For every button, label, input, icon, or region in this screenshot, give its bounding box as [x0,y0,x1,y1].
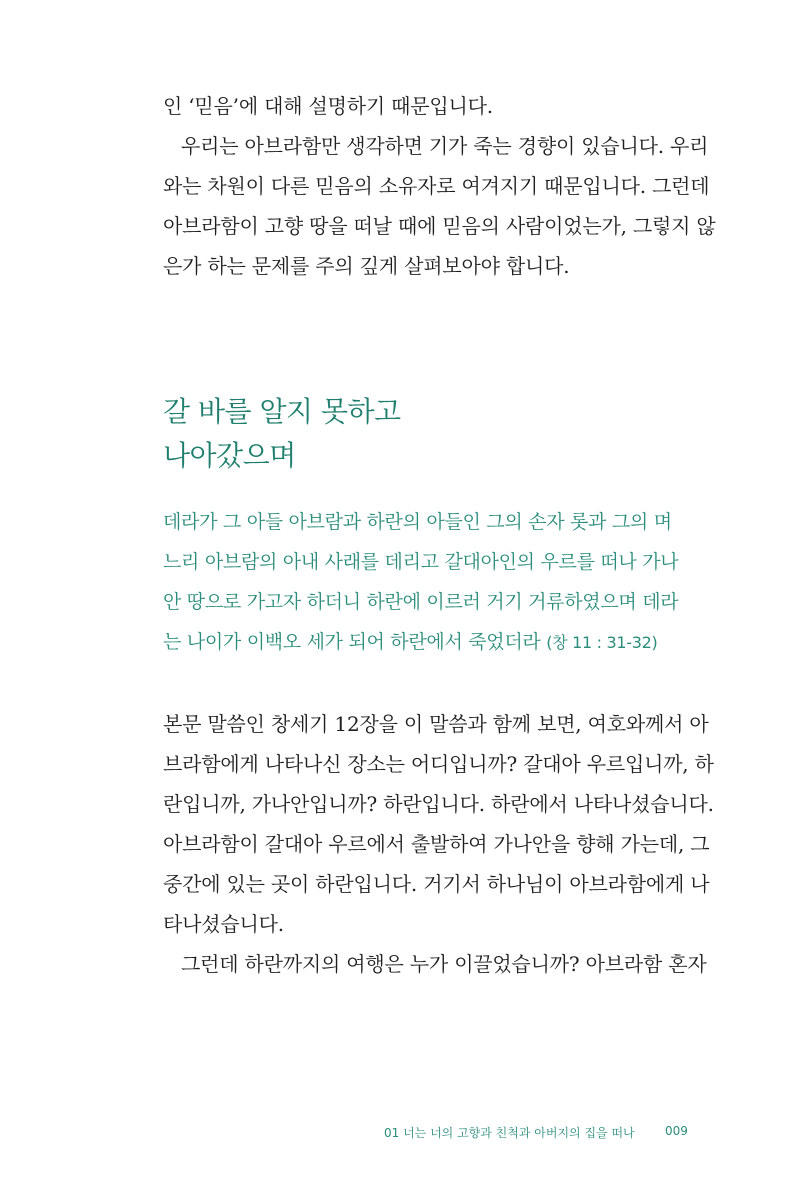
scripture-line: 데라가 그 아들 아브람과 하란의 아들인 그의 손자 롯과 그의 며 [163,511,672,533]
scripture-line [163,622,698,662]
scripture-reference: (창 11 : 31-32) [546,633,658,652]
bottom-text-block [163,704,714,984]
paragraph-line: 와는 차원이 다른 믿음의 소유자로 여겨지기 때문입니다. 그런데 [163,174,710,198]
scripture-line: 느리 아브람의 아내 사래를 데리고 갈대아인의 우르를 떠나 가나 [163,551,679,573]
paragraph-line: 란입니까, 가나안입니까? 하란입니다. 하란에서 나타나셨습니다. [163,792,714,816]
scripture-quote [163,502,698,662]
paragraph-line: 브라함에게 나타나신 장소는 어디입니까? 갈대아 우르입니까, 하 [163,752,714,776]
paragraph-line: 아브라함이 고향 땅을 떠날 때에 믿음의 사람이었는가, 그렇지 않 [163,214,716,238]
paragraph-line: 중간에 있는 곳이 하란입니다. 거기서 하나님이 아브라함에게 나 [163,872,710,896]
scripture-line: 안 땅으로 가고자 하더니 하란에 이르러 거기 거류하였으며 데라 [163,591,679,613]
paragraph-line: 아브라함이 갈대아 우르에서 출발하여 가나안을 향해 가는데, 그 [163,832,710,856]
paragraph-line: 타나셨습니다. [163,912,284,936]
scripture-line-text: 는 나이가 이백오 세가 되어 하란에서 죽었더라 [163,631,541,653]
paragraph-line: 본문 말씀인 창세기 12장을 이 말씀과 함께 보면, 여호와께서 아 [163,712,709,736]
section-heading [163,390,401,478]
section-heading-line: 나아갔으며 [163,439,296,472]
top-text-block [163,86,716,286]
paragraph-line: 그런데 하란까지의 여행은 누가 이끌었습니까? 아브라함 혼자 [181,952,707,976]
section-heading-line: 갈 바를 알지 못하고 [163,395,401,428]
paragraph-line: 은가 하는 문제를 주의 깊게 살펴보아야 합니다. [163,254,570,278]
running-footer-title: 01 너는 너의 고향과 친척과 아버지의 집을 떠나 [384,1126,635,1140]
paragraph-line: 우리는 아브라함만 생각하면 기가 죽는 경향이 있습니다. 우리 [181,134,709,158]
page-number: 009 [665,1124,688,1138]
paragraph-line: 인 ‘믿음’에 대해 설명하기 때문입니다. [163,94,493,118]
